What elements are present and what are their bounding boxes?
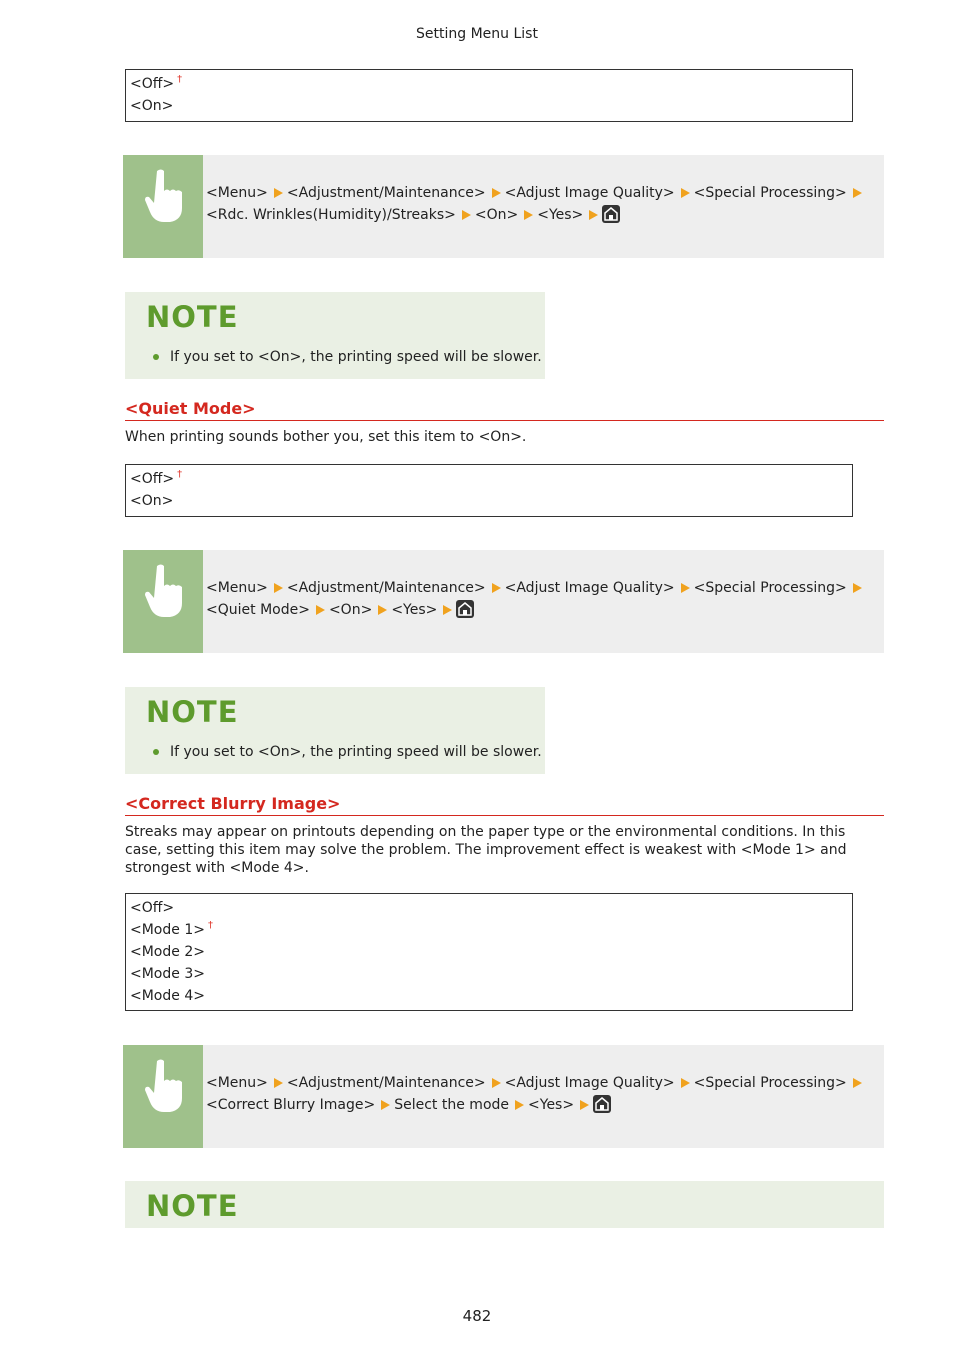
orange-arrow-icon	[378, 605, 387, 615]
path-step: <Yes>	[391, 602, 438, 618]
menu-path	[206, 1072, 880, 1116]
option-mode-3	[130, 963, 848, 985]
option-label: <Off>	[130, 76, 175, 92]
default-marker: †	[207, 920, 213, 931]
home-icon	[456, 600, 474, 618]
path-step: <Special Processing>	[693, 1075, 847, 1091]
path-step: <On>	[328, 602, 373, 618]
path-step: <Yes>	[537, 207, 584, 223]
option-off	[130, 73, 848, 95]
path-step: <Yes>	[528, 1097, 575, 1113]
orange-arrow-icon	[381, 1100, 390, 1110]
option-mode-1	[130, 919, 848, 941]
bullet-icon	[153, 749, 159, 755]
option-on	[130, 95, 848, 117]
path-step: <On>	[474, 207, 519, 223]
path-step: Select the mode	[394, 1097, 510, 1113]
option-label: <Mode 3>	[130, 966, 205, 982]
path-step: <Special Processing>	[693, 185, 847, 201]
path-step: <Menu>	[206, 185, 268, 201]
option-mode-2	[130, 941, 848, 963]
menu-path	[206, 182, 880, 226]
note-item	[153, 349, 542, 365]
option-label: <Off>	[130, 471, 175, 487]
options-box	[125, 464, 853, 517]
note-title: NOTE	[146, 300, 239, 334]
orange-arrow-icon	[589, 210, 598, 220]
section-title-quiet-mode: <Quiet Mode>	[125, 399, 884, 421]
section-title-correct-blurry-image: <Correct Blurry Image>	[125, 794, 884, 816]
menu-path-box	[123, 1045, 884, 1148]
home-icon	[602, 205, 620, 223]
path-step: <Adjustment/Maintenance>	[286, 1075, 486, 1091]
option-mode-4	[130, 985, 848, 1007]
path-step: <Quiet Mode>	[206, 602, 310, 618]
orange-arrow-icon	[492, 188, 501, 198]
note-box	[125, 292, 545, 379]
option-label: <Mode 1>	[130, 922, 205, 938]
pointing-hand-icon	[123, 1045, 203, 1148]
option-label: <On>	[130, 98, 174, 114]
section-description: Streaks may appear on printouts depending on the paper type or the environmental conditions. In this case, setting this item may solve the problem. The improvement effect is weakest with <Mode 1> and strongest with <Mode 4>.	[125, 824, 847, 876]
page-header: Setting Menu List	[416, 26, 538, 42]
path-step: <Adjustment/Maintenance>	[286, 185, 486, 201]
note-text: If you set to <On>, the printing speed will be slower.	[170, 744, 542, 760]
option-off	[130, 897, 848, 919]
options-box	[125, 69, 853, 122]
note-title: NOTE	[146, 1189, 239, 1223]
path-step: <Adjust Image Quality>	[504, 1075, 675, 1091]
orange-arrow-icon	[681, 1078, 690, 1088]
path-step: <Special Processing>	[693, 580, 847, 596]
orange-arrow-icon	[580, 1100, 589, 1110]
orange-arrow-icon	[853, 583, 862, 593]
orange-arrow-icon	[274, 188, 283, 198]
pointing-hand-icon	[123, 155, 203, 258]
option-label: <Off>	[130, 900, 175, 916]
orange-arrow-icon	[524, 210, 533, 220]
orange-arrow-icon	[274, 583, 283, 593]
orange-arrow-icon	[492, 583, 501, 593]
note-item	[153, 744, 542, 760]
note-text: If you set to <On>, the printing speed will be slower.	[170, 349, 542, 365]
bullet-icon	[153, 354, 159, 360]
path-step: <Correct Blurry Image>	[206, 1097, 376, 1113]
orange-arrow-icon	[681, 188, 690, 198]
path-step: <Menu>	[206, 580, 268, 596]
option-on	[130, 490, 848, 512]
note-box	[125, 687, 545, 774]
orange-arrow-icon	[462, 210, 471, 220]
page-number: 482	[462, 1307, 492, 1325]
orange-arrow-icon	[443, 605, 452, 615]
section-description: When printing sounds bother you, set this item to <On>.	[125, 429, 527, 445]
orange-arrow-icon	[492, 1078, 501, 1088]
option-label: <Mode 4>	[130, 988, 205, 1004]
path-step: <Adjustment/Maintenance>	[286, 580, 486, 596]
home-icon	[593, 1095, 611, 1113]
orange-arrow-icon	[681, 583, 690, 593]
menu-path-box	[123, 155, 884, 258]
options-box	[125, 893, 853, 1011]
option-off	[130, 468, 848, 490]
path-step: <Rdc. Wrinkles(Humidity)/Streaks>	[206, 207, 456, 223]
orange-arrow-icon	[853, 188, 862, 198]
menu-path	[206, 577, 880, 621]
menu-path-box	[123, 550, 884, 653]
pointing-hand-icon	[123, 550, 203, 653]
note-title: NOTE	[146, 695, 239, 729]
note-box	[125, 1181, 884, 1228]
default-marker: †	[177, 469, 183, 480]
path-step: <Adjust Image Quality>	[504, 580, 675, 596]
orange-arrow-icon	[316, 605, 325, 615]
option-label: <Mode 2>	[130, 944, 205, 960]
option-label: <On>	[130, 493, 174, 509]
orange-arrow-icon	[515, 1100, 524, 1110]
orange-arrow-icon	[274, 1078, 283, 1088]
path-step: <Adjust Image Quality>	[504, 185, 675, 201]
default-marker: †	[177, 74, 183, 85]
path-step: <Menu>	[206, 1075, 268, 1091]
orange-arrow-icon	[853, 1078, 862, 1088]
